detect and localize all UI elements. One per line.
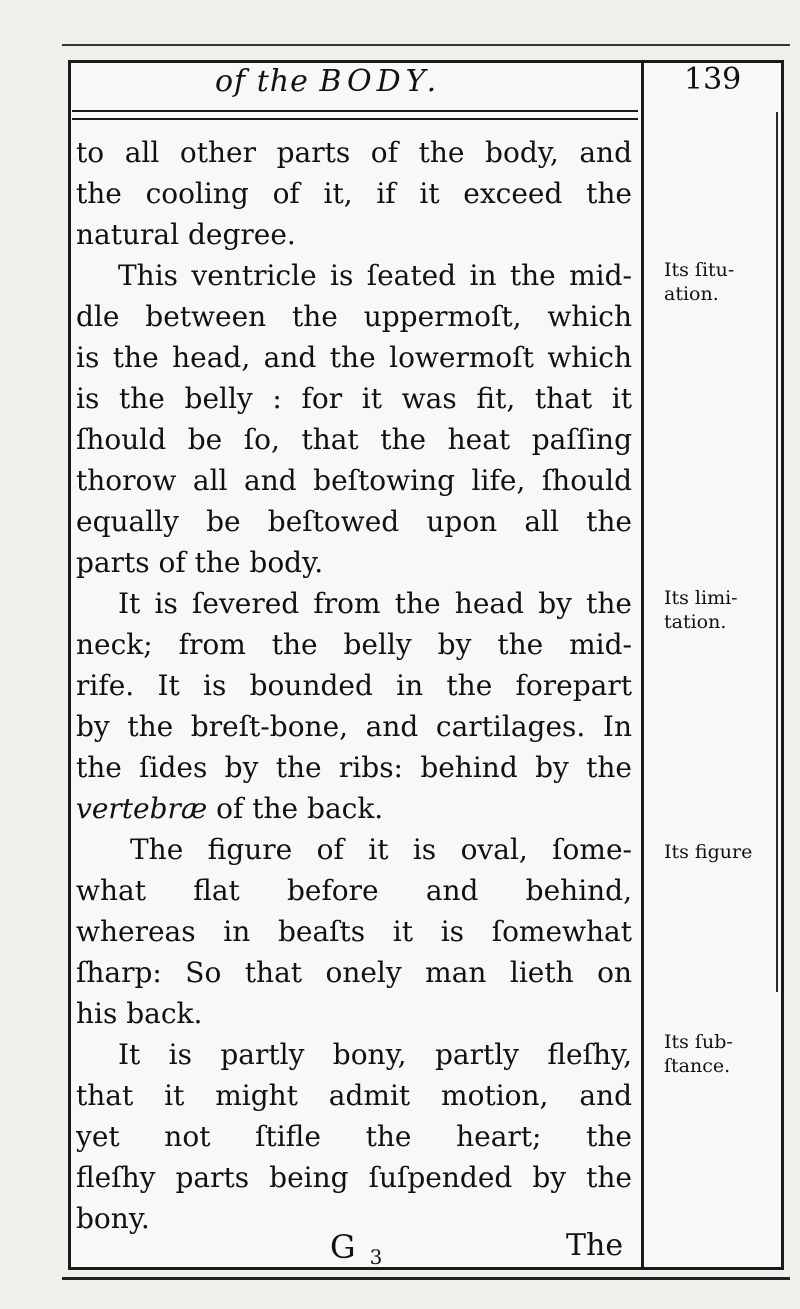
text-line: ſhould be ſo, that the heat paſſing: [76, 423, 632, 456]
text-line: the cooling of it, if it exceed the: [76, 177, 632, 210]
text-line: to all other parts of the body, and: [76, 136, 632, 169]
side-note-line: ſtance.: [664, 1055, 731, 1077]
text-line: fleſhy parts being ſuſpended by the: [76, 1161, 632, 1194]
text-line: rife. It is bounded in the forepart: [76, 669, 632, 702]
right-edge-rule: [776, 112, 778, 992]
text-line: natural degree.: [76, 218, 296, 251]
side-note-line: Its figure: [664, 841, 753, 863]
margin-column-rule: [641, 60, 644, 1270]
signature-mark: [330, 1228, 383, 1269]
text-line: that it might admit motion, and: [76, 1079, 632, 1112]
text-line: the ſides by the ribs: behind by the: [76, 751, 632, 784]
text-line-with-italic: [76, 789, 632, 829]
text-line: is the head, and the lowermoſt which: [76, 341, 632, 374]
text-line: what flat before and behind,: [76, 874, 632, 907]
side-note-situation: [664, 258, 734, 306]
side-note-limitation: [664, 586, 738, 634]
page-number: 139: [684, 62, 742, 97]
text-line-rest: of the back.: [216, 792, 384, 825]
paragraph-start-line: It is partly bony, partly fleſhy,: [118, 1038, 632, 1071]
header-rule: [72, 110, 638, 112]
signature-letter: G: [330, 1228, 356, 1266]
text-line: neck; from the belly by the mid-: [76, 628, 632, 661]
text-line: is the belly : for it was fit, that it: [76, 382, 632, 415]
text-line: bony.: [76, 1202, 150, 1235]
italic-term: vertebræ: [76, 792, 208, 825]
text-line: parts of the body.: [76, 546, 324, 579]
side-note-line: Its limi-: [664, 587, 738, 609]
text-line: thorow all and beſtowing life, ſhould: [76, 464, 632, 497]
text-line: dle between the uppermoſt, which: [76, 300, 632, 333]
side-note-substance: [664, 1030, 733, 1078]
side-note-line: Its ſub-: [664, 1031, 733, 1053]
side-note-line: ation.: [664, 283, 719, 305]
side-note-line: Its ſitu-: [664, 259, 735, 281]
running-head-title: BODY.: [319, 64, 442, 99]
signature-number: 3: [369, 1245, 383, 1269]
paragraph-start-line: It is ſevered from the head by the: [118, 587, 632, 620]
running-head: [215, 64, 441, 99]
text-line: by the breſt-bone, and cartilages. In: [76, 710, 632, 743]
text-line: whereas in beaſts it is ſomewhat: [76, 915, 632, 948]
text-line: yet not ſtifle the heart; the: [76, 1120, 632, 1153]
side-note-line: tation.: [664, 611, 727, 633]
text-line: equally be beſtowed upon all the: [76, 505, 632, 538]
text-line: his back.: [76, 997, 203, 1030]
text-line: ſharp: So that onely man lieth on: [76, 956, 632, 989]
running-head-prefix: of the: [215, 64, 309, 99]
side-note-figure: [664, 840, 752, 864]
paragraph-start-line: The figure of it is oval, ſome-: [130, 833, 632, 866]
catchword: The: [566, 1228, 624, 1263]
header-rule-lower: [72, 118, 638, 120]
paragraph-start-line: This ventricle is ſeated in the mid-: [118, 259, 632, 292]
